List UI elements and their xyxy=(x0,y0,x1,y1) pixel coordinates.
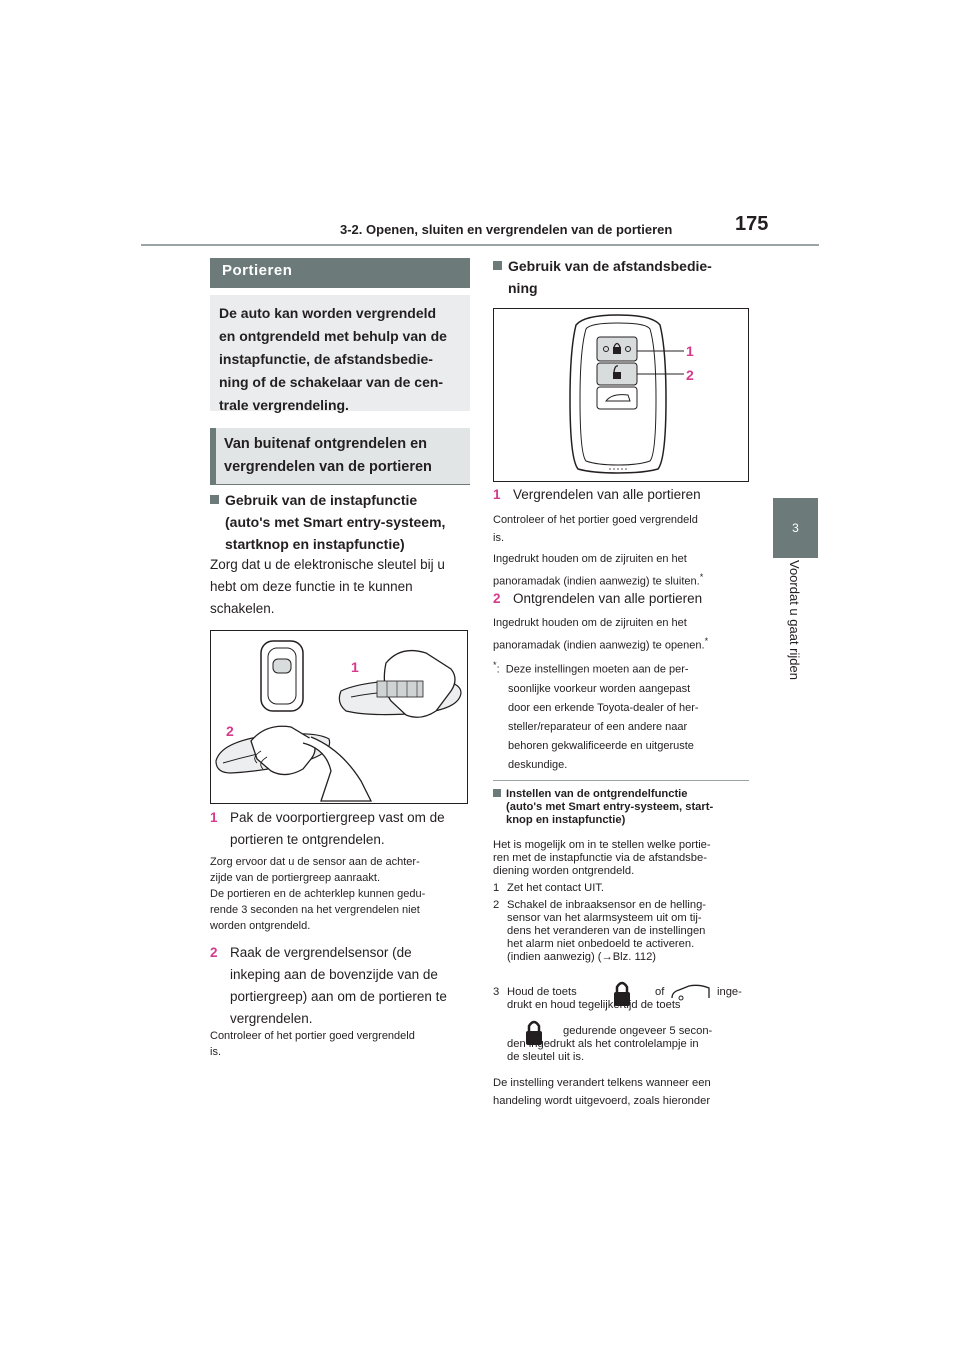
note-line: worden ontgrendeld. xyxy=(210,920,311,932)
chapter-tab-label-wrap xyxy=(788,560,802,690)
step-text: drukt en houd tegelijkertijd de toets xyxy=(507,999,681,1011)
step-number: 2 xyxy=(493,899,500,911)
note-line: Zorg ervoor dat u de sensor aan de achter- xyxy=(210,856,420,868)
step-number: 1 xyxy=(493,882,500,894)
intro-box xyxy=(210,295,470,411)
step-text: Ontgrendelen van alle portieren xyxy=(513,591,703,606)
chapter-tab-number: 3 xyxy=(792,521,799,535)
footnote xyxy=(493,656,758,775)
subsection-title-line: Van buitenaf ontgrendelen en xyxy=(224,436,428,452)
step-line: (indien aanwezig) ( xyxy=(507,951,602,963)
small-heading-line: Instellen van de ontgrendelfunctie xyxy=(506,788,688,800)
square-bullet-icon xyxy=(493,261,502,270)
door-handle-illustration xyxy=(211,631,467,803)
note-line: Controleer of het portier goed vergrendeld xyxy=(493,514,698,526)
note-line: Ingedrukt houden om de zijruiten en het xyxy=(493,553,687,565)
paragraph-line: Zorg dat u de elektronische sleutel bij u xyxy=(210,557,445,572)
footnote-line: soonlijke voorkeur worden aangepast xyxy=(508,682,691,695)
step-number: 1 xyxy=(493,487,501,502)
note-line: De portieren en de achterklep kunnen gedu- xyxy=(210,888,426,900)
intro-line: en ontgrendeld met behulp van de xyxy=(219,328,447,344)
header-rule xyxy=(141,244,819,246)
note-line-with-mark xyxy=(493,632,758,655)
closing-line: handeling wordt uitgevoerd, zoals hieronder xyxy=(493,1095,711,1107)
figure-label-1: 1 xyxy=(351,659,359,675)
intro-line: trale vergrendeling. xyxy=(219,397,349,413)
subsection-title xyxy=(210,428,470,484)
note-unlock-all xyxy=(493,614,758,655)
page-reference-link[interactable]: Blz. 112) xyxy=(612,951,657,963)
step-text: Houd de toets xyxy=(507,986,577,998)
figure-label-2: 2 xyxy=(226,723,234,739)
step-line-with-ref xyxy=(493,951,758,964)
remote-key-illustration xyxy=(494,309,748,481)
intro-line: De auto kan worden vergrendeld xyxy=(219,305,437,321)
note-line: panoramadak (indien aanwezig) te sluiten. xyxy=(493,575,700,588)
footnote-colon: : xyxy=(496,663,506,676)
step-text: inge- xyxy=(717,986,742,998)
note-line: Controleer of het portier goed vergrendeld xyxy=(210,1030,415,1042)
step-line: het alarm niet onbedoeld te activeren. xyxy=(507,938,695,950)
step-number: 2 xyxy=(493,591,501,606)
footnote-mark: * xyxy=(493,660,497,670)
footnote-mark: * xyxy=(704,636,709,646)
step-number: 3 xyxy=(493,986,500,998)
small-heading xyxy=(493,788,758,827)
step-1-unlock xyxy=(210,807,475,851)
step-number: 1 xyxy=(210,810,218,825)
heading-line: Gebruik van de afstandsbedie- xyxy=(508,258,712,274)
step-text: Vergrendelen van alle portieren xyxy=(513,487,701,502)
paragraph-line: hebt om deze functie in te kunnen xyxy=(210,579,413,594)
step-line: dens het veranderen van de instellingen xyxy=(507,925,706,937)
small-heading-line: (auto's met Smart entry-systeem, start- xyxy=(506,801,714,813)
small-paragraph-line: ren met de instapfunctie via de afstandsbe- xyxy=(493,852,707,864)
note-sensor xyxy=(210,854,475,934)
heading-line: ning xyxy=(508,280,538,296)
section-divider xyxy=(493,780,749,781)
note-line: Ingedrukt houden om de zijruiten en het xyxy=(493,617,687,629)
small-paragraph-line: diening worden ontgrendeld. xyxy=(493,865,635,877)
figure-label-2: 2 xyxy=(686,367,694,383)
setup-step-2 xyxy=(493,899,758,964)
small-paragraph xyxy=(493,839,758,878)
step-line: Pak de voorportiergreep vast om de xyxy=(230,810,445,825)
subsection-title-line: vergrendelen van de portieren xyxy=(224,459,432,475)
note-lock-all xyxy=(493,511,758,591)
footnote-line: behoren gekwalificeerde en uitgeruste xyxy=(508,739,694,752)
step-line: vergrendelen. xyxy=(230,1011,313,1026)
closing-paragraph xyxy=(493,1074,758,1110)
small-heading-line: knop en instapfunctie) xyxy=(506,814,626,826)
heading-remote xyxy=(493,255,753,299)
door-handle-figure xyxy=(210,630,468,804)
section-title: Portieren xyxy=(210,258,470,288)
step-line: Raak de vergrendelsensor (de xyxy=(230,945,412,960)
remote-key-figure xyxy=(493,308,749,482)
step-text: de sleutel uit is. xyxy=(507,1051,585,1063)
note-line: panoramadak (indien aanwezig) te openen. xyxy=(493,639,705,652)
intro-line: ning of de schakelaar van de cen- xyxy=(219,374,444,390)
note-line: is. xyxy=(493,532,504,544)
arrow-right-icon: → xyxy=(601,951,613,963)
step-2-lock xyxy=(210,942,475,1030)
paragraph-line: schakelen. xyxy=(210,601,275,616)
footnote-line: steller/reparateur of een andere naar xyxy=(508,720,688,733)
intro-line: instapfunctie, de afstandsbedie- xyxy=(219,351,433,367)
step-line: Schakel de inbraaksensor en de helling- xyxy=(507,899,707,911)
step-line: portiergreep) aan om de portieren te xyxy=(230,989,447,1004)
chapter-tab xyxy=(773,498,818,558)
step-line: sensor van het alarmsysteem uit om tij- xyxy=(507,912,702,924)
step-text: Zet het contact UIT. xyxy=(507,882,604,894)
step-1-lock-all xyxy=(493,484,758,506)
footnote-line: door een erkende Toyota-dealer of her- xyxy=(508,701,699,714)
note-line: rende 3 seconden na het vergrendelen niet xyxy=(210,904,420,916)
step-2-unlock-all xyxy=(493,588,758,610)
heading-line: (auto's met Smart entry-systeem, xyxy=(225,514,446,530)
square-bullet-icon xyxy=(210,495,219,504)
square-bullet-icon xyxy=(493,789,501,797)
heading-entry-function xyxy=(210,489,470,555)
step-text: of xyxy=(655,986,665,998)
subsection-rule xyxy=(210,484,470,485)
closing-line: De instelling verandert telkens wanneer een xyxy=(493,1077,711,1089)
heading-line: Gebruik van de instapfunctie xyxy=(225,492,418,508)
heading-line: startknop en instapfunctie) xyxy=(225,536,405,552)
entry-paragraph xyxy=(210,554,470,620)
setup-step-3-cont xyxy=(493,1017,758,1072)
small-paragraph-line: Het is mogelijk om in te stellen welke portie- xyxy=(493,839,711,851)
step-line: inkeping aan de bovenzijde van de xyxy=(230,967,438,982)
chapter-title: 3-2. Openen, sluiten en vergrendelen van de portieren xyxy=(340,222,673,237)
step-text: gedurende ongeveer 5 secon- xyxy=(563,1025,713,1037)
setup-step-1 xyxy=(493,882,758,895)
setup-step-3 xyxy=(493,980,758,1020)
page-number: 175 xyxy=(735,213,769,235)
chapter-tab-label: Voordat u gaat rijden xyxy=(787,560,802,680)
figure-label-1: 1 xyxy=(686,343,694,359)
note-line: is. xyxy=(210,1046,221,1058)
footnote-line: deskundige. xyxy=(508,758,568,771)
footnote-mark: * xyxy=(699,572,704,582)
step-number: 2 xyxy=(210,945,218,960)
note-line: zijde van de portiergreep aanraakt. xyxy=(210,872,380,884)
step-line: portieren te ontgrendelen. xyxy=(230,832,385,847)
footnote-line: Deze instellingen moeten aan de per- xyxy=(505,663,689,676)
step-text: den ingedrukt als het controlelampje in xyxy=(507,1038,699,1050)
note-check-locked xyxy=(210,1028,475,1060)
